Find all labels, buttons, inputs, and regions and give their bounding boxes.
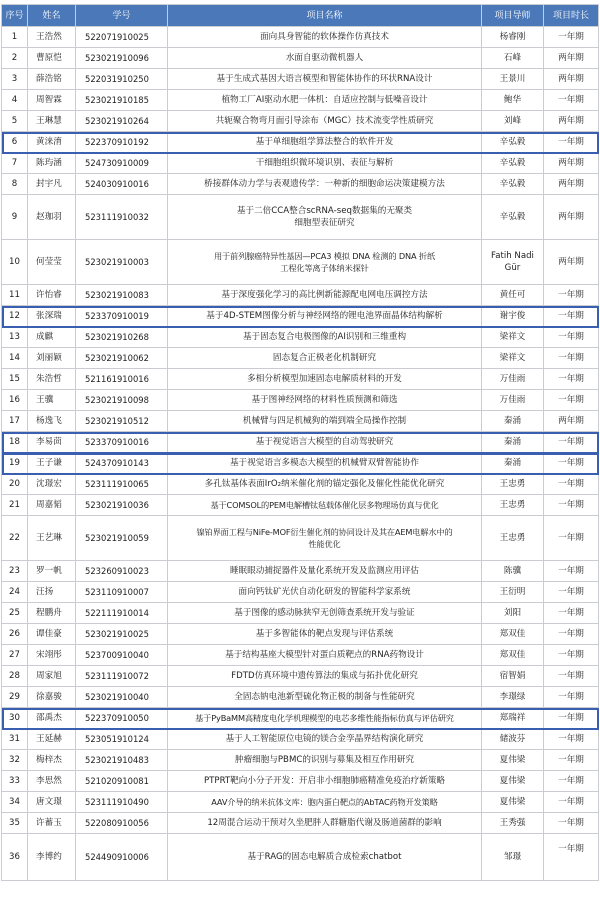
student-id: 523370910016 [76,432,168,453]
student-name: 周嘉韬 [28,495,76,516]
advisor: 秦涌 [482,411,544,432]
student-name: 罗一帆 [28,561,76,582]
project-title-line: 基于单细胞组学算法整合的软件开发 [255,137,394,147]
project-title [168,645,482,666]
project-title-line: 基于多智能体的靶点发现与评估系统 [255,629,394,639]
student-id: 523370910019 [76,306,168,327]
project-title [168,195,482,240]
project-title-line: 水面自驱动微机器人 [285,53,364,63]
row-number: 35 [2,813,28,834]
advisor: Fatih Nadi Gür [482,240,544,285]
student-name: 许怡睿 [28,285,76,306]
student-id: 523110910007 [76,582,168,603]
project-title-line: 基于结构基座大模型针对蛋白质靶点的RNA药物设计 [225,650,424,660]
project-title-line: 工程化等离子体纳米探针 [280,263,369,273]
row-number: 32 [2,750,28,771]
row-number: 14 [2,348,28,369]
duration: 一年期 [544,348,599,369]
project-title-line: 多孔钛基体表面IrO₂纳米催化剂的锚定强化及催化性能优化研究 [204,479,445,489]
student-name: 谭佳豪 [28,624,76,645]
header-row [2,5,599,27]
duration: 一年期 [544,453,599,474]
project-title-line: 用于前列腺癌特异性基因—PCA3 模拟 DNA 检测的 DNA 折纸 [213,251,435,261]
row-number: 33 [2,771,28,792]
advisor: 秦涌 [482,453,544,474]
project-title [168,687,482,708]
project-title-line: 基于图像的感动脉狭窄无创筛查系统开发与验证 [234,608,415,618]
duration: 两年期 [544,69,599,90]
project-title [168,327,482,348]
table-row [2,390,599,411]
project-title [168,603,482,624]
project-title-line: 基于视觉语言多模态大模型的机械臂双臂智能协作 [229,458,420,468]
row-number: 29 [2,687,28,708]
student-name: 何莹莹 [28,240,76,285]
project-title-line: 基于生成式基因大语言模型和智能体协作的环状RNA设计 [216,74,433,84]
student-id: 522111910014 [76,603,168,624]
project-title-line: 睡眠眼动捕捉器件及量化系统开发及监测应用评估 [229,566,420,576]
table-row [2,603,599,624]
project-title [168,69,482,90]
duration: 一年期 [544,27,599,48]
duration: 一年期 [544,771,599,792]
advisor: 谢宇俊 [482,306,544,327]
table-row [2,327,599,348]
student-id: 523021910098 [76,390,168,411]
row-number: 26 [2,624,28,645]
header-id: 学号 [76,5,168,27]
duration: 一年期 [544,432,599,453]
row-number: 15 [2,369,28,390]
project-title [168,813,482,834]
project-title [168,90,482,111]
project-title-line: 基于COMSOL的PEM电解槽钛毡载体催化层多物理场仿真与优化 [210,500,439,510]
row-number: 11 [2,285,28,306]
row-number: 1 [2,27,28,48]
project-title [168,48,482,69]
duration: 一年期 [544,90,599,111]
advisor: 郑瑞祥 [482,708,544,729]
project-title [168,708,482,729]
duration: 两年期 [544,111,599,132]
student-id: 523111910072 [76,666,168,687]
student-name: 王艺琳 [28,516,76,561]
row-number: 20 [2,474,28,495]
student-id: 523700910040 [76,645,168,666]
student-name: 王延赫 [28,729,76,750]
table-row [2,453,599,474]
advisor: 陈骥 [482,561,544,582]
student-id: 523021910483 [76,750,168,771]
student-name: 李思然 [28,771,76,792]
project-title-line: 基于RAG的固态电解质合成检索chatbot [247,852,402,862]
duration: 一年期 [544,666,599,687]
student-name: 唐文璟 [28,792,76,813]
project-title [168,411,482,432]
table-row [2,306,599,327]
row-number: 10 [2,240,28,285]
project-title-line: 共轭聚合物弯月面引导涂布（MGC）技术流变学性质研究 [215,116,434,126]
row-number: 4 [2,90,28,111]
project-title-line: 基于PyBaMM高精度电化学机理模型的电芯多维性能指标仿真与评估研究 [195,713,454,723]
duration: 两年期 [544,48,599,69]
project-title-line: FDTD仿真环境中遗传算法的集成与拓扑优化研究 [231,671,418,681]
table-row [2,834,599,881]
row-number: 34 [2,792,28,813]
student-name: 赵珈羽 [28,195,76,240]
table-row [2,27,599,48]
duration: 两年期 [544,195,599,240]
table-row [2,132,599,153]
student-name: 徐嘉骏 [28,687,76,708]
student-id: 524490910006 [76,834,168,881]
advisor: 刘阳 [482,603,544,624]
advisor: 辛弘毅 [482,195,544,240]
student-name: 汪扬 [28,582,76,603]
student-name: 成麒 [28,327,76,348]
duration: 一年期 [544,603,599,624]
duration: 一年期 [544,792,599,813]
student-id: 522370910050 [76,708,168,729]
duration: 一年期 [544,582,599,603]
row-number: 22 [2,516,28,561]
table-row [2,708,599,729]
project-title-line: 全固态钠电池新型硫化物正极的制备与性能研究 [234,692,415,702]
project-title [168,495,482,516]
duration: 一年期 [544,687,599,708]
table-row [2,495,599,516]
student-name: 朱浩哲 [28,369,76,390]
student-id: 523021910185 [76,90,168,111]
header-duration: 项目时长 [544,5,599,27]
student-id: 521020910081 [76,771,168,792]
row-number: 7 [2,153,28,174]
table-row [2,240,599,285]
student-name: 曹原恺 [28,48,76,69]
project-title [168,729,482,750]
table-row [2,348,599,369]
student-id: 523021910059 [76,516,168,561]
project-title [168,153,482,174]
duration: 一年期 [544,390,599,411]
student-name: 张深瑞 [28,306,76,327]
row-number: 25 [2,603,28,624]
advisor: 梁祥文 [482,348,544,369]
student-id: 523021910096 [76,48,168,69]
project-title-line: 桥接群体动力学与表观遗传学：一种新的细胞命运决策建模方法 [204,179,445,189]
advisor: 王秀强 [482,813,544,834]
duration: 两年期 [544,240,599,285]
header-no: 序号 [2,5,28,27]
advisor: 鲍华 [482,90,544,111]
student-id: 523111910065 [76,474,168,495]
project-title [168,306,482,327]
project-title-line: 多相分析模型加速固态电解质材料的开发 [247,374,402,384]
student-name: 陈玙涵 [28,153,76,174]
student-id: 523021910003 [76,240,168,285]
project-title-line: 固态复合正极老化机制研究 [272,353,377,363]
row-number: 13 [2,327,28,348]
student-name: 封宇凡 [28,174,76,195]
duration: 一年期 [544,624,599,645]
project-title [168,750,482,771]
project-title [168,111,482,132]
project-title-line: 基于固态复合电极图像的AI识别和三维重构 [242,332,407,342]
row-number: 3 [2,69,28,90]
row-number: 27 [2,645,28,666]
project-title [168,771,482,792]
advisor: 王衍明 [482,582,544,603]
student-name: 沈璟宏 [28,474,76,495]
project-title-line: 细胞型表征研究 [294,218,355,228]
row-number: 23 [2,561,28,582]
project-title [168,369,482,390]
table-row [2,369,599,390]
header-advisor: 项目导师 [482,5,544,27]
student-name: 薛浩铭 [28,69,76,90]
student-name: 李易茴 [28,432,76,453]
advisor: 郑双佳 [482,624,544,645]
table-row [2,666,599,687]
duration: 一年期 [544,645,599,666]
table-row [2,645,599,666]
header-name: 姓名 [28,5,76,27]
advisor: 秦涌 [482,432,544,453]
project-title-line: PTPRT靶向小分子开发：开启非小细胞肺癌精准免疫治疗新策略 [203,776,446,786]
project-title [168,240,482,285]
advisor: 辛弘毅 [482,132,544,153]
table-row [2,411,599,432]
row-number: 28 [2,666,28,687]
table-row [2,90,599,111]
project-title-line: 植物工厂AI驱动水肥一体机：自适应控制与低噪音设计 [221,95,428,105]
table-row [2,48,599,69]
project-title-line: 12周混合运动干预对久坐肥胖人群糖脂代谢及肠道菌群的影响 [207,818,442,828]
project-title [168,474,482,495]
student-id: 523021910062 [76,348,168,369]
duration: 一年期 [544,369,599,390]
student-id: 524030910016 [76,174,168,195]
advisor: 刘峰 [482,111,544,132]
student-id: 523021910264 [76,111,168,132]
advisor: 万佳雨 [482,369,544,390]
student-id: 522031910250 [76,69,168,90]
duration: 一年期 [544,132,599,153]
duration: 一年期 [544,327,599,348]
row-number: 8 [2,174,28,195]
advisor: 石峰 [482,48,544,69]
student-id: 523021910025 [76,624,168,645]
table-row [2,750,599,771]
student-name: 周智霖 [28,90,76,111]
student-id: 522080910056 [76,813,168,834]
student-id: 523260910023 [76,561,168,582]
advisor: 夏伟梁 [482,771,544,792]
row-number: 21 [2,495,28,516]
table-row [2,516,599,561]
project-title-line: 面向钙钛矿光伏自动化研发的智能科学家系统 [238,587,411,597]
student-name: 黄涞淯 [28,132,76,153]
advisor: 邹璟 [482,834,544,881]
advisor: 辛弘毅 [482,174,544,195]
student-id: 524370910143 [76,453,168,474]
advisor: 宿智娟 [482,666,544,687]
project-title [168,27,482,48]
table-row [2,174,599,195]
project-title [168,390,482,411]
table-row [2,624,599,645]
advisor: 梁祥文 [482,327,544,348]
table-row [2,729,599,750]
duration: 一年期 [544,729,599,750]
project-title-line: 基于深度强化学习的高比例新能源配电网电压调控方法 [221,290,428,300]
row-number: 5 [2,111,28,132]
student-name: 邵禹杰 [28,708,76,729]
student-id: 523021910040 [76,687,168,708]
table-row [2,195,599,240]
advisor: 王忠勇 [482,516,544,561]
project-title-line: 基于4D-STEM图像分析与神经网络的锂电池界面晶体结构解析 [206,311,443,321]
row-number: 30 [2,708,28,729]
project-title-line: 基于图神经网络的材料性质预测和筛选 [251,395,398,405]
student-id: 523051910124 [76,729,168,750]
advisor: 李璟绿 [482,687,544,708]
duration: 一年期 [544,495,599,516]
project-title-line: 镍铂界面工程与NiFe-MOF衍生催化剂的协同设计及其在AEM电解水中的 [196,527,453,537]
table-row [2,771,599,792]
advisor: 王景川 [482,69,544,90]
advisor: 杨睿刚 [482,27,544,48]
project-title [168,174,482,195]
student-name: 王子谦 [28,453,76,474]
table-row [2,813,599,834]
project-title [168,348,482,369]
duration: 一年期 [544,306,599,327]
duration: 两年期 [544,174,599,195]
project-title-line: 基于二倍CCA整合scRNA-seq数据集的无聚类 [236,206,413,216]
advisor: 储波芬 [482,729,544,750]
table-row [2,432,599,453]
row-number: 2 [2,48,28,69]
student-id: 523111910490 [76,792,168,813]
advisor: 万佳雨 [482,390,544,411]
student-id: 521161910016 [76,369,168,390]
header-project: 项目名称 [168,5,482,27]
duration: 一年期 [544,834,599,881]
row-number: 6 [2,132,28,153]
project-title-line: 基于视觉语言大模型的自动驾驶研究 [255,437,394,447]
project-title [168,834,482,881]
row-number: 31 [2,729,28,750]
duration: 一年期 [544,516,599,561]
project-title [168,132,482,153]
row-number: 16 [2,390,28,411]
advisor: 夏伟梁 [482,750,544,771]
row-number: 9 [2,195,28,240]
student-name: 程鹏舟 [28,603,76,624]
student-name: 杨逸飞 [28,411,76,432]
duration: 一年期 [544,750,599,771]
student-name: 宋翊彤 [28,645,76,666]
table-row [2,687,599,708]
table-row [2,111,599,132]
project-title [168,561,482,582]
table-row [2,153,599,174]
duration: 两年期 [544,411,599,432]
project-title [168,582,482,603]
student-id: 522370910192 [76,132,168,153]
row-number: 19 [2,453,28,474]
student-name: 周家旭 [28,666,76,687]
table-row [2,792,599,813]
row-number: 17 [2,411,28,432]
project-title-line: AAV介导的纳米抗体文库：胞内蛋白靶点的AbTAC药物开发策略 [211,797,438,807]
table-row [2,285,599,306]
duration: 一年期 [544,285,599,306]
student-id: 523021910512 [76,411,168,432]
row-number: 18 [2,432,28,453]
project-title [168,624,482,645]
advisor: 王忠勇 [482,495,544,516]
table-row [2,582,599,603]
table-row [2,69,599,90]
row-number: 36 [2,834,28,881]
project-title-line: 机械臂与四足机械狗的端到端全局操作控制 [242,416,407,426]
project-title [168,432,482,453]
advisor: 王忠勇 [482,474,544,495]
project-title [168,285,482,306]
duration: 一年期 [544,708,599,729]
advisor: 辛弘毅 [482,153,544,174]
advisor: 黄任可 [482,285,544,306]
student-id: 523021910083 [76,285,168,306]
project-title-line: 干细胞组织微环境识别、表征与解析 [255,158,394,168]
duration: 一年期 [544,561,599,582]
student-id: 522071910025 [76,27,168,48]
row-number: 12 [2,306,28,327]
advisor: 郑双佳 [482,645,544,666]
duration: 一年期 [544,474,599,495]
student-name: 王琳慧 [28,111,76,132]
project-title [168,516,482,561]
student-id: 523111910032 [76,195,168,240]
duration: 两年期 [544,153,599,174]
project-title-line: 面向具身智能的软体操作仿真技术 [260,32,389,42]
project-title-line: 基于人工智能原位电镜的镁合金孪晶界结构演化研究 [225,734,424,744]
student-name: 刘丽颖 [28,348,76,369]
student-name: 许蓄玉 [28,813,76,834]
project-title-line: 肿瘤细胞与PBMC的识别与募集及相互作用研究 [234,755,415,765]
student-id: 523021910268 [76,327,168,348]
project-title [168,453,482,474]
student-name: 王骥 [28,390,76,411]
row-number: 24 [2,582,28,603]
project-table [1,4,599,881]
table-row [2,474,599,495]
student-name: 王浩然 [28,27,76,48]
advisor: 夏伟梁 [482,792,544,813]
student-name: 李博约 [28,834,76,881]
project-title [168,666,482,687]
table-row [2,561,599,582]
student-id: 524730910009 [76,153,168,174]
duration: 一年期 [544,813,599,834]
project-title-line: 性能优化 [308,539,341,549]
student-id: 523021910036 [76,495,168,516]
project-title [168,792,482,813]
student-name: 梅梓杰 [28,750,76,771]
